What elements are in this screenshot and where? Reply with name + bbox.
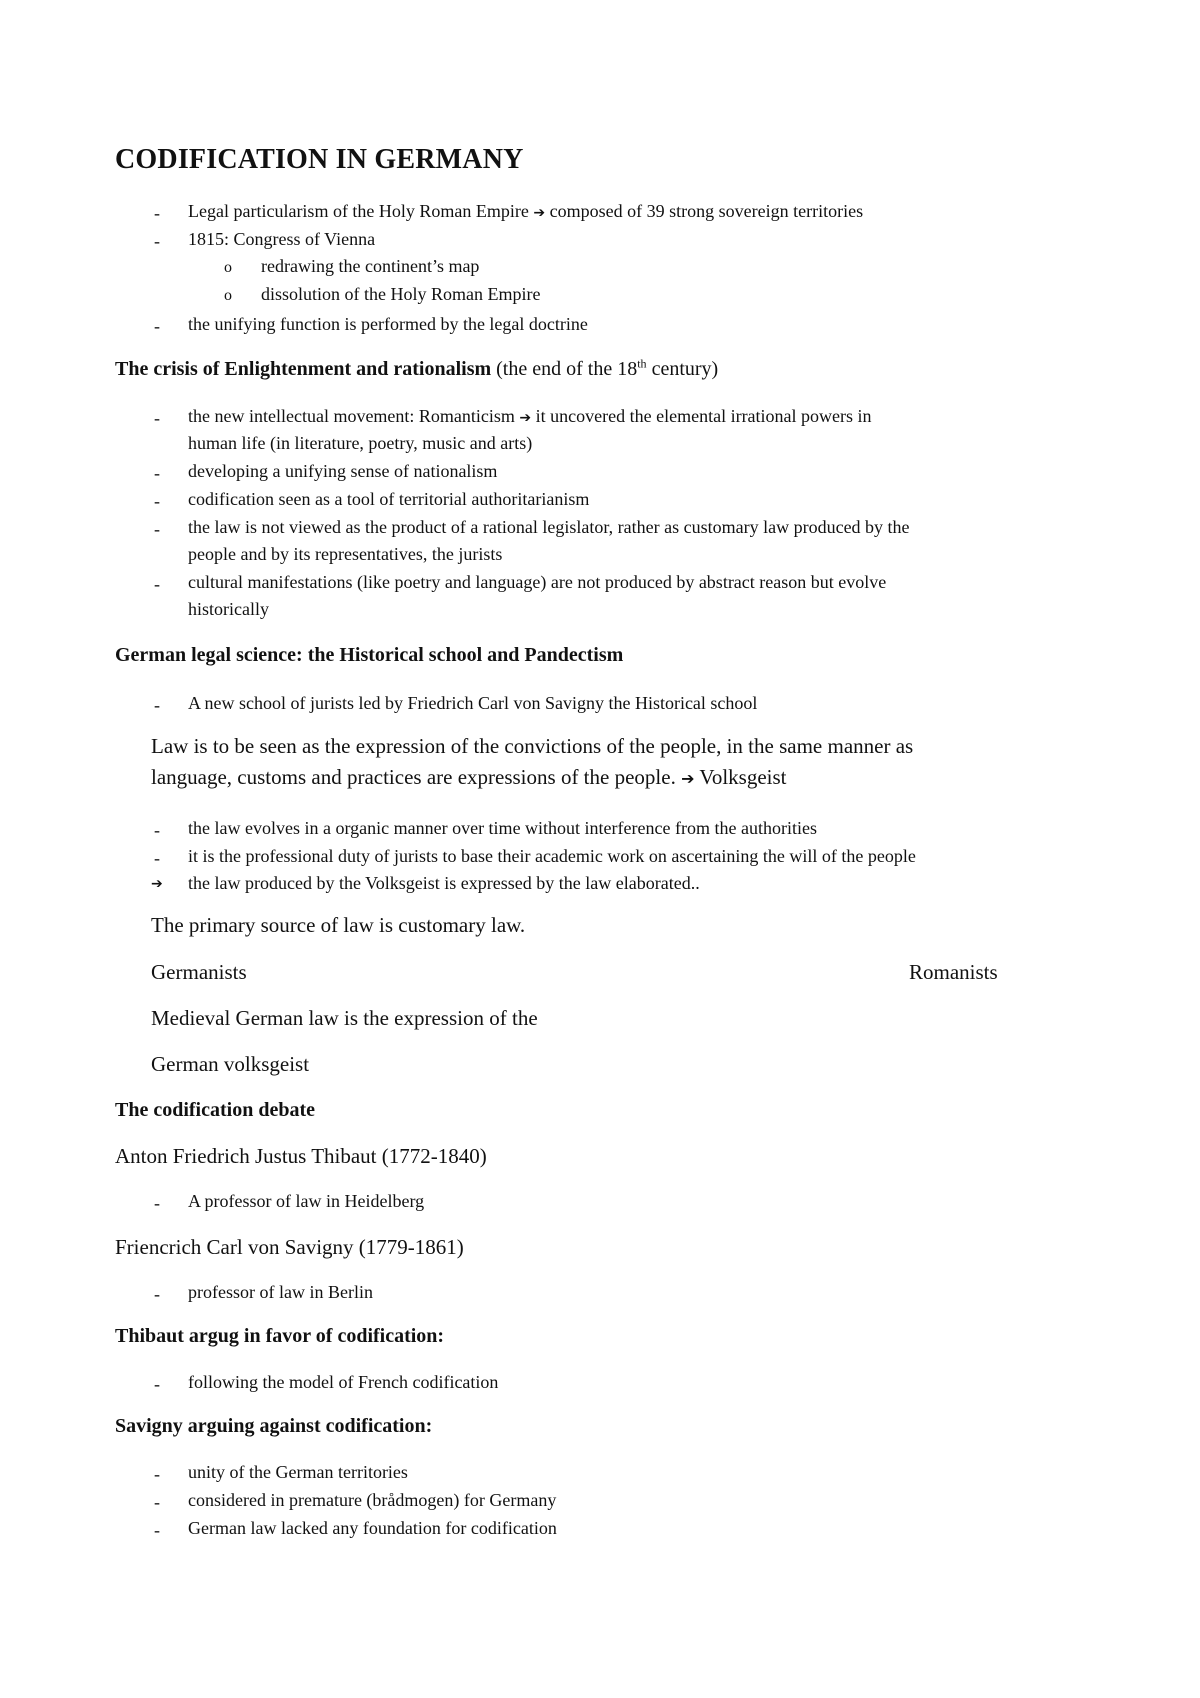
paragraph-line: language, customs and practices are expressions of the people. ➔ Volksgeist	[151, 765, 787, 789]
bullet-dash: -	[154, 491, 160, 511]
bullet-dash: -	[154, 848, 160, 868]
arrow-icon: ➔	[681, 769, 695, 788]
bullet-dash: -	[154, 231, 160, 251]
column-label-romanists: Romanists	[909, 960, 998, 984]
paragraph-line: The primary source of law is customary law.	[151, 913, 526, 937]
arrow-icon: ➔	[519, 410, 532, 426]
person-name-thibaut: Anton Friedrich Justus Thibaut (1772-1840)	[115, 1144, 487, 1168]
bullet-dash: -	[154, 1492, 160, 1512]
list-item: unity of the German territories	[188, 1462, 408, 1482]
section-heading-crisis: The crisis of Enlightenment and rationalism (the end of the 18th century)	[115, 356, 719, 380]
sub-list-item: redrawing the continent’s map	[261, 256, 480, 276]
person-name-savigny: Friencrich Carl von Savigny (1779-1861)	[115, 1235, 464, 1259]
section-heading-savigny: Savigny arguing against codification:	[115, 1415, 433, 1437]
list-item: A new school of jurists led by Friedrich Carl von Savigny the Historical school	[188, 693, 758, 713]
section-heading-legal-science: German legal science: the Historical school and Pandectism	[115, 644, 624, 666]
list-item: developing a unifying sense of nationalism	[188, 461, 498, 481]
list-item: codification seen as a tool of territorial authoritarianism	[188, 489, 590, 509]
list-item: following the model of French codification	[188, 1372, 499, 1392]
bullet-dash: -	[154, 1374, 160, 1394]
arrow-icon: ➔	[533, 205, 546, 221]
list-item: 1815: Congress of Vienna	[188, 229, 376, 249]
bullet-dash: -	[154, 695, 160, 715]
sub-list-item: dissolution of the Holy Roman Empire	[261, 284, 541, 304]
list-item: German law lacked any foundation for codification	[188, 1518, 557, 1538]
sub-bullet-marker: o	[224, 287, 232, 304]
sub-bullet-marker: o	[224, 259, 232, 276]
paragraph-line: Medieval German law is the expression of the	[151, 1006, 538, 1030]
paragraph-line: German volksgeist	[151, 1052, 310, 1076]
bullet-dash: -	[154, 574, 160, 594]
list-item: Legal particularism of the Holy Roman Empire ➔ composed of 39 strong sovereign territories	[188, 201, 864, 221]
list-item: the law is not viewed as the product of a rational legislator, rather as customary law produced by the	[188, 517, 910, 537]
list-item: professor of law in Berlin	[188, 1282, 373, 1302]
bullet-dash: -	[154, 1520, 160, 1540]
bullet-dash: -	[154, 463, 160, 483]
bullet-dash: -	[154, 1193, 160, 1213]
list-item: the law evolves in a organic manner over time without interference from the authorities	[188, 818, 817, 838]
column-label-germanists: Germanists	[151, 960, 247, 984]
list-item: it is the professional duty of jurists to base their academic work on ascertaining the will of the people	[188, 846, 916, 866]
list-item: considered in premature (brådmogen) for Germany	[188, 1490, 557, 1510]
list-item: cultural manifestations (like poetry and language) are not produced by abstract reason but evolve	[188, 572, 887, 592]
list-item: the law produced by the Volksgeist is expressed by the law elaborated..	[188, 873, 700, 893]
list-item-continuation: historically	[188, 599, 269, 619]
list-item: the unifying function is performed by the legal doctrine	[188, 314, 588, 334]
paragraph-line: Law is to be seen as the expression of the convictions of the people, in the same manner as	[151, 734, 914, 758]
bullet-dash: -	[154, 316, 160, 336]
section-heading-thibaut: Thibaut argug in favor of codification:	[115, 1325, 445, 1347]
bullet-dash: -	[154, 1284, 160, 1304]
bullet-dash: -	[154, 820, 160, 840]
page-title: CODIFICATION IN GERMANY	[115, 144, 524, 175]
section-heading-debate: The codification debate	[115, 1099, 315, 1121]
list-item-continuation: people and by its representatives, the jurists	[188, 544, 503, 564]
list-item: the new intellectual movement: Romanticism ➔ it uncovered the elemental irrational powers in	[188, 406, 872, 426]
list-item: A professor of law in Heidelberg	[188, 1191, 425, 1211]
bullet-dash: -	[154, 408, 160, 428]
arrow-bullet-icon: ➔	[151, 876, 163, 892]
list-item-continuation: human life (in literature, poetry, music and arts)	[188, 433, 533, 453]
bullet-dash: -	[154, 519, 160, 539]
bullet-dash: -	[154, 203, 160, 223]
bullet-dash: -	[154, 1464, 160, 1484]
